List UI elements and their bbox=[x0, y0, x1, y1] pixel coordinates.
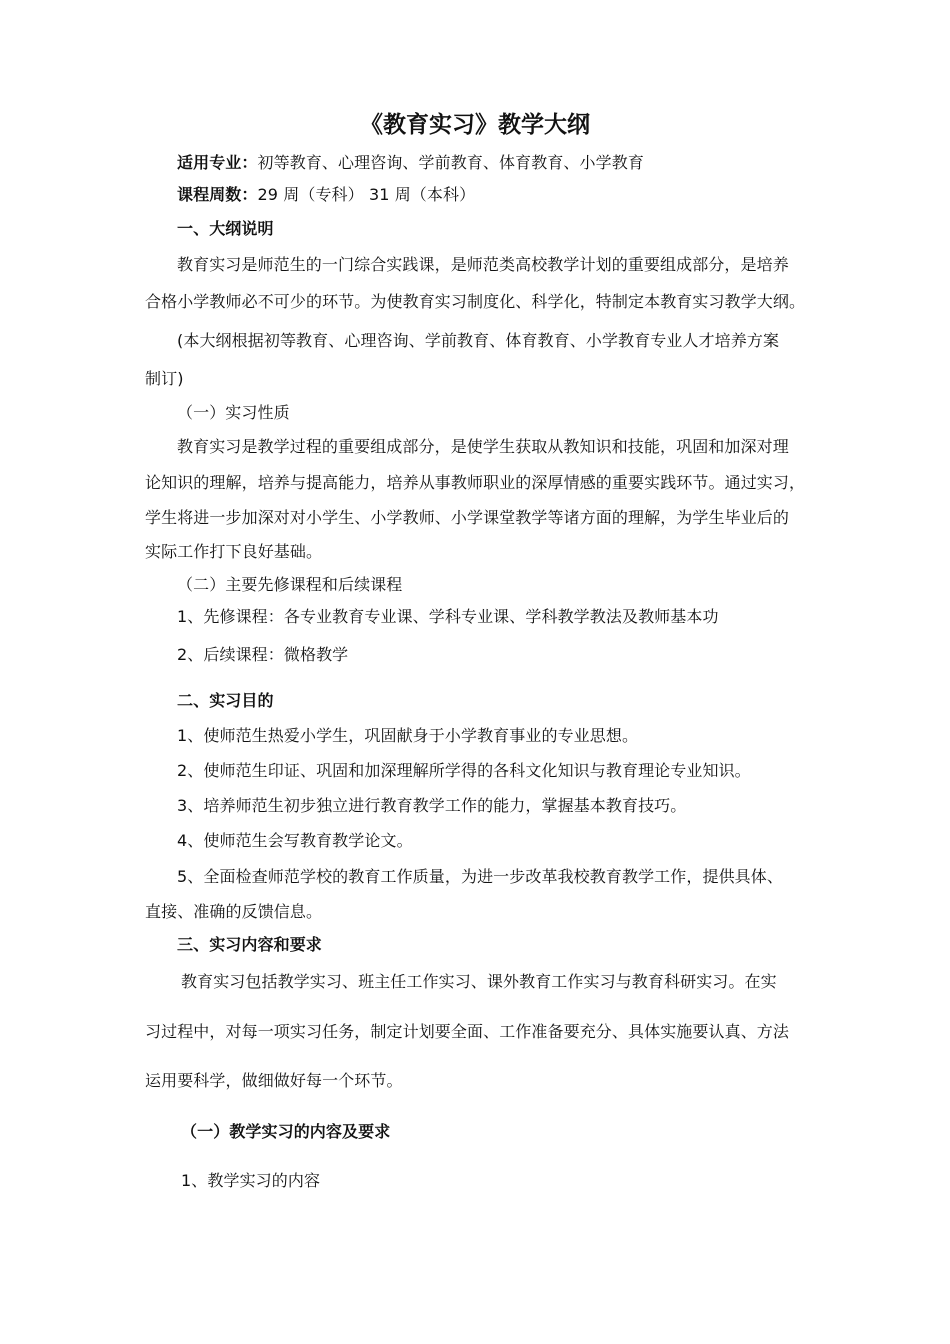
purpose-item-2: 2、使师范生印证、巩固和加深理解所学得的各科文化知识与教育理论专业知识。 bbox=[177, 761, 751, 780]
purpose-item-4: 4、使师范生会写教育教学论文。 bbox=[177, 831, 413, 850]
weeks-value: 29 周（专科） 31 周（本科） bbox=[257, 185, 476, 204]
purpose-item-5-line2: 直接、准确的反馈信息。 bbox=[145, 902, 323, 921]
section1-heading: 一、大纲说明 bbox=[177, 219, 274, 238]
section3-sub1-heading: （一）教学实习的内容及要求 bbox=[181, 1122, 391, 1141]
purpose-item-3: 3、培养师范生初步独立进行教育教学工作的能力，掌握基本教育技巧。 bbox=[177, 796, 687, 815]
section1-sub1-heading: （一）实习性质 bbox=[177, 403, 290, 422]
major-value: 初等教育、心理咨询、学前教育、体育教育、小学教育 bbox=[257, 153, 644, 172]
section3-para-line2: 习过程中，对每一项实习任务，制定计划要全面、工作准备要充分、具体实施要认真、方法 bbox=[145, 1022, 790, 1041]
major-label: 适用专业： bbox=[177, 153, 258, 172]
section1-sub2-heading: （二）主要先修课程和后续课程 bbox=[177, 575, 403, 594]
section1-sub1-line3: 学生将进一步加深对对小学生、小学教师、小学课堂教学等诸方面的理解，为学生毕业后的 bbox=[145, 508, 790, 527]
weeks-line bbox=[177, 184, 475, 206]
section1-para1-line1: 教育实习是师范生的一门综合实践课，是师范类高校教学计划的重要组成部分，是培养 bbox=[177, 255, 789, 274]
prerequisite-courses: 1、先修课程：各专业教育专业课、学科专业课、学科教学教法及教师基本功 bbox=[177, 607, 719, 626]
section3-para-line1: 教育实习包括教学实习、班主任工作实习、课外教育工作实习与教育科研实习。在实 bbox=[181, 972, 777, 991]
page-title: 《教育实习》教学大纲 bbox=[360, 112, 590, 138]
purpose-item-5-line1: 5、全面检查师范学校的教育工作质量，为进一步改革我校教育教学工作，提供具体、 bbox=[177, 867, 783, 886]
section1-sub1-line4: 实际工作打下良好基础。 bbox=[145, 542, 323, 561]
section1-para1-line2: 合格小学教师必不可少的环节。为使教育实习制度化、科学化，特制定本教育实习教学大纲。 bbox=[145, 292, 806, 311]
followup-courses: 2、后续课程：微格教学 bbox=[177, 645, 349, 664]
section1-para2-line2: 制订) bbox=[145, 369, 184, 388]
section1-para2-line1: (本大纲根据初等教育、心理咨询、学前教育、体育教育、小学教育专业人才培养方案 bbox=[177, 331, 780, 350]
section1-sub1-line1: 教育实习是教学过程的重要组成部分，是使学生获取从教知识和技能，巩固和加深对理 bbox=[177, 437, 789, 456]
section1-sub1-line2: 论知识的理解，培养与提高能力，培养从事教师职业的深厚情感的重要实践环节。通过实习， bbox=[145, 473, 806, 492]
weeks-label: 课程周数： bbox=[177, 185, 258, 204]
section2-heading: 二、实习目的 bbox=[177, 691, 274, 710]
section3-para-line3: 运用要科学，做细做好每一个环节。 bbox=[145, 1071, 403, 1090]
purpose-item-1: 1、使师范生热爱小学生，巩固献身于小学教育事业的专业思想。 bbox=[177, 726, 639, 745]
section3-heading: 三、实习内容和要求 bbox=[177, 935, 322, 954]
major-line bbox=[177, 152, 644, 174]
section3-sub1-item1: 1、教学实习的内容 bbox=[181, 1171, 321, 1190]
